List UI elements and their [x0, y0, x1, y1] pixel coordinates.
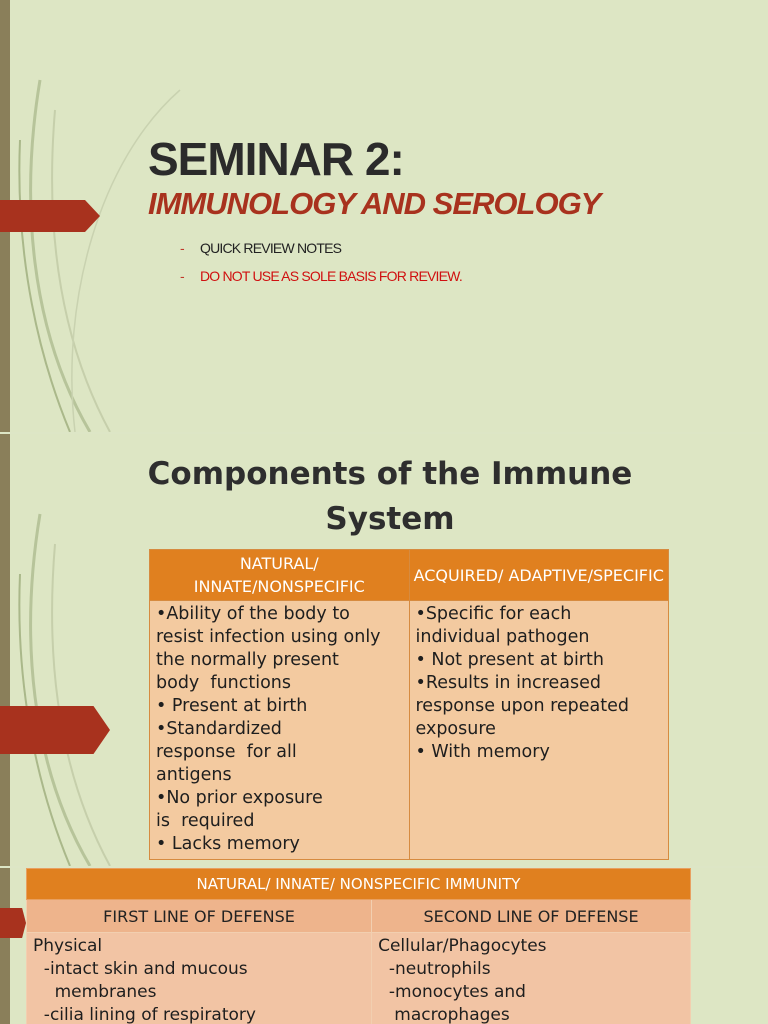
first-line-cell: Physical -intact skin and mucous membranes -cilia lining of respiratory	[27, 933, 372, 1024]
components-slide	[0, 434, 768, 866]
components-table	[149, 549, 669, 860]
table-header: NATURAL/ INNATE/ NONSPECIFIC IMMUNITY	[27, 869, 691, 900]
innate-immunity-slide	[0, 868, 768, 1024]
accent-arrow	[0, 908, 26, 938]
review-notes	[180, 240, 462, 296]
slide-left-bar	[0, 868, 10, 1024]
header-innate: NATURAL/ INNATE/NONSPECIFIC	[150, 550, 410, 601]
note-item: - QUICK REVIEW NOTES	[180, 240, 342, 256]
column-second-line: SECOND LINE OF DEFENSE	[372, 900, 691, 933]
second-line-cell: Cellular/Phagocytes -neutrophils -monocytes and macrophages	[372, 933, 691, 1024]
title-slide	[0, 0, 768, 432]
innate-cell: •Ability of the body to resist infection using only the normally present body functions • Present at birth •Standardized response for all antigens •No prior exposure is required • Lacks memory	[150, 601, 410, 860]
note-item: - DO NOT USE AS SOLE BASIS FOR REVIEW.	[180, 268, 462, 284]
slide-title: Components of the Immune System	[147, 456, 633, 537]
accent-arrow	[0, 200, 100, 232]
column-first-line: FIRST LINE OF DEFENSE	[27, 900, 372, 933]
header-adaptive: ACQUIRED/ ADAPTIVE/SPECIFIC	[409, 550, 669, 601]
slide-subtitle: IMMUNOLOGY AND SEROLOGY	[148, 186, 601, 221]
innate-immunity-table	[26, 868, 691, 1024]
accent-arrow	[0, 706, 110, 754]
slide-title: SEMINAR 2:	[148, 133, 404, 185]
adaptive-cell: •Specific for each individual pathogen • Not present at birth •Results in increased response upon repeated exposure • With memory	[409, 601, 669, 860]
